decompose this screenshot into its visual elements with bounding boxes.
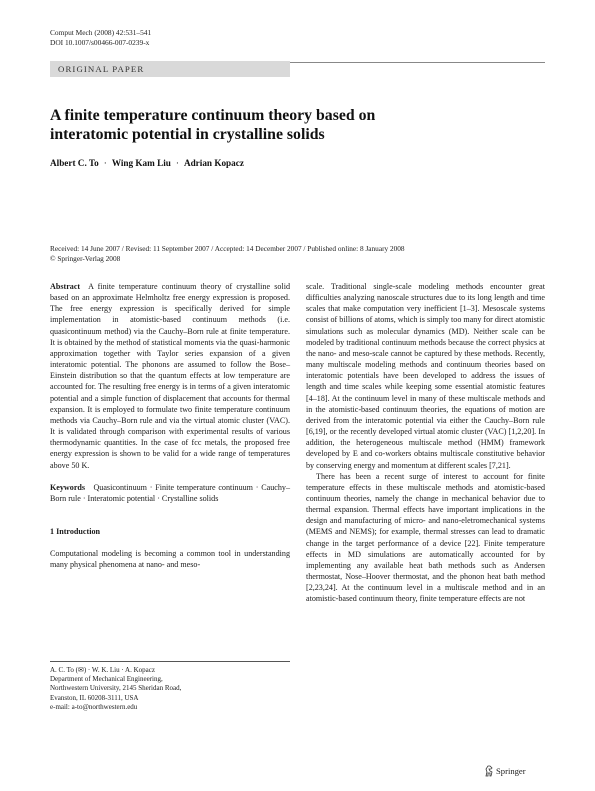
abstract — [50, 281, 290, 471]
article-category-band — [50, 61, 290, 77]
footnote-university: Northwestern University, 2145 Sheridan Road, — [50, 684, 182, 693]
right-column — [306, 281, 545, 605]
publisher-name: Springer — [496, 766, 526, 776]
doi: DOI 10.1007/s00466-007-0239-x — [50, 38, 150, 47]
author-separator: · — [103, 158, 107, 168]
publication-history — [50, 244, 405, 264]
keywords-label: Keywords — [50, 482, 86, 492]
abstract-text: A finite temperature continuum theory of crystalline solid based on an approximate Helmholtz free energy expression is proposed. The free energy expression is specifically derived for simple implementation in atomistic-based continuum methods (i.e. quasicontinuum method) via the Cauchy–Born rule at finite temperature. It is obtained by the method of statistical moments via the quasi-harmonic approximation together with Taylor series expansion of a given interatomic potential. The phonons are assumed to follow the Bose–Einstein distribution so that the quantum effects at low temperature are accounted for. The resulting free energy is in terms of a given interatomic potential and a simple function of displacement that accounts for thermal expansion. It is employed to formulate two finite temperature continuum methods via Cauchy–Born rule and via the virtual atomic cluster (VAC). It is validated through comparison with experimental results of various thermodynamic quantities. In the case of fcc metals, the proposed free energy expression is shown to be valid for a wide range of temperatures above 50 K. — [50, 282, 290, 470]
footnote-email: e-mail: a-to@northwestern.edu — [50, 702, 138, 711]
body-paragraph: scale. Traditional single-scale modeling methods encounter great difficulties analyzing nanoscale structures due to its long length and time scales that make computation very inefficient [1–3]. Mesoscale systems consist of billions of atoms, which is simply too many for direct atomistic simulations such as molecular dynamics (MD). Neither scale can be modeled by traditional continuum methods because the correct physics at the nano- and meso-scale cannot be captured by these methods. Recently, many multiscale modeling methods and continuum theories based on interatomic potentials have been developed to address the issues of length and time scales while keeping some essential atomistic features [4–18]. At the continuum level in many of these multiscale methods and in the atomistic-based continuum theories, the equations of motion are derived from the interatomic potential via either the Cauchy–Born rule [6,19], or the recently developed virtual atomic cluster (VAC) [1,2,20]. In addition, the heterogeneous multiscale method (HMM) framework developed by E and co-workers obtains multiscale constitutive behavior by conserving energy and momentum at different scales [7,21]. — [306, 282, 545, 470]
author-name: Wing Kam Liu — [111, 158, 171, 168]
author-separator: · — [175, 158, 179, 168]
footnote-authors: A. C. To (✉) · W. K. Liu · A. Kopacz — [50, 666, 155, 674]
intro-paragraph: Computational modeling is becoming a common tool in understanding many physical phenomena at nano- and meso- — [50, 549, 290, 570]
header-rule — [290, 62, 545, 63]
keywords-text: Quasicontinuum · Finite temperature continuum · Cauchy–Born rule · Interatomic potential · Crystalline solids — [50, 482, 290, 503]
abstract-label: Abstract — [50, 282, 81, 291]
author-list — [50, 158, 244, 168]
left-column — [50, 281, 290, 570]
dates-line: Received: 14 June 2007 / Revised: 11 September 2007 / Accepted: 14 December 2007 / Published online: 8 January 2008 — [50, 244, 405, 253]
footnote-city: Evanston, IL 60208-3111, USA — [50, 693, 139, 702]
keywords — [50, 482, 290, 504]
publisher-mark — [484, 765, 526, 777]
author-footnote — [50, 661, 290, 712]
section-heading: 1 Introduction — [50, 526, 100, 536]
journal-citation: Comput Mech (2008) 42:531–541 — [50, 28, 152, 37]
running-header — [50, 28, 151, 48]
author-name: Albert C. To — [50, 158, 99, 168]
footnote-department: Department of Mechanical Engineering, — [50, 675, 163, 684]
author-name: Adrian Kopacz — [183, 158, 244, 168]
copyright-line: © Springer-Verlag 2008 — [50, 254, 121, 263]
body-paragraph: There has been a recent surge of interest to account for finite temperature effects in these multiscale methods and atomistic-based continuum theories, namely the change in mechanical behavior due to thermal expansion. Thermal effects have important implications in the design and manufacturing of micro- and nano-eletromechanical systems (MEMS and NEMS); for example, thermal stresses can lead to dramatic change in the target performance of a device [22]. Finite temperature effects in MD simulations are automatically accounted for by implementing any available heat bath methods such as Andersen thermostat, Nose–Hoover thermostat, and the phonon heat bath method [2,23,24]. At the continuum level in a multiscale method and in an atomistic-based continuum theory, finite temperature effects are not — [306, 471, 545, 604]
paper-title: A finite temperature continuum theory based on interatomic potential in crystalline solids — [50, 107, 376, 143]
springer-horse-icon — [484, 765, 494, 777]
article-category: ORIGINAL PAPER — [58, 64, 145, 74]
